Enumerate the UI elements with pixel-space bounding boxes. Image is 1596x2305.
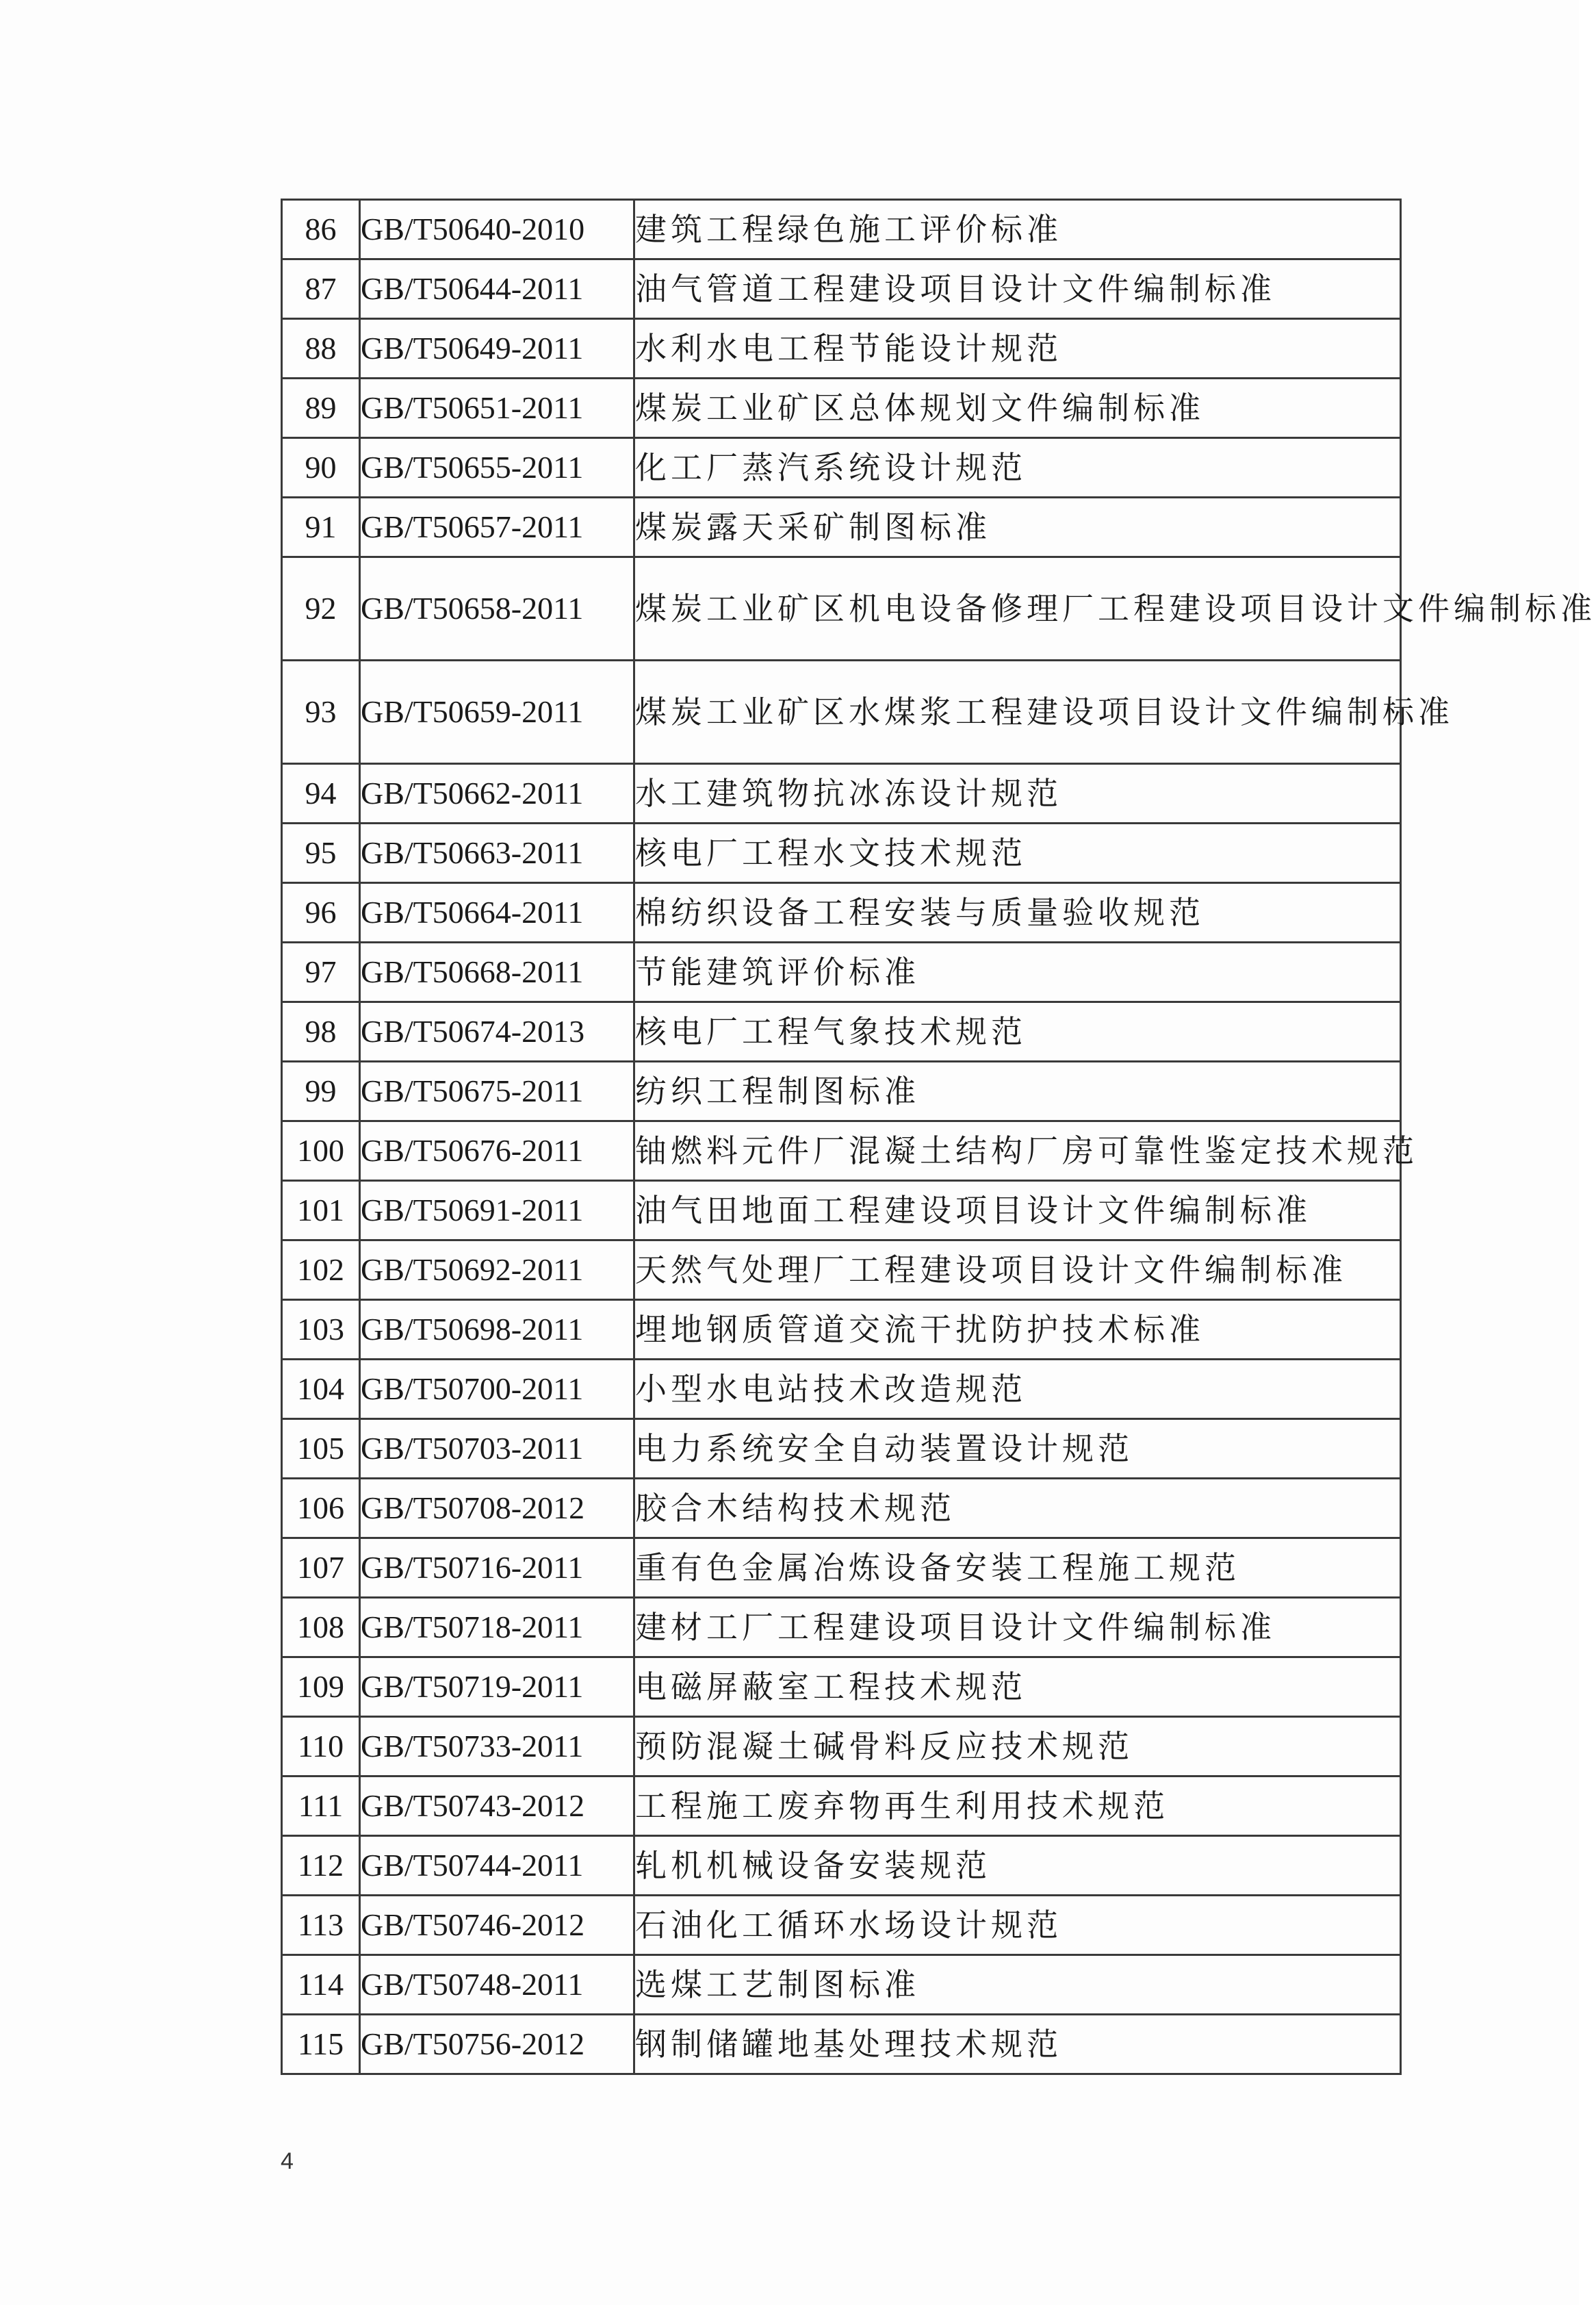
row-number-cell: 105 — [282, 1419, 360, 1479]
table-row — [282, 1479, 1401, 1538]
row-number-cell: 100 — [282, 1121, 360, 1181]
standard-name-cell: 油气田地面工程建设项目设计文件编制标准 — [634, 1181, 1401, 1240]
row-number-cell: 113 — [282, 1896, 360, 1955]
table-row — [282, 1002, 1401, 1062]
table-row — [282, 883, 1401, 943]
table-row — [282, 1240, 1401, 1300]
standard-code-cell: GB/T50658-2011 — [360, 557, 634, 661]
row-number-cell: 112 — [282, 1836, 360, 1896]
row-number-cell: 110 — [282, 1717, 360, 1776]
standard-name-cell: 胶合木结构技术规范 — [634, 1479, 1401, 1538]
table-row — [282, 1598, 1401, 1657]
standard-code-cell: GB/T50640-2010 — [360, 200, 634, 259]
table-row — [282, 1538, 1401, 1598]
table-row — [282, 943, 1401, 1002]
row-number-cell: 103 — [282, 1300, 360, 1360]
standard-code-cell: GB/T50716-2011 — [360, 1538, 634, 1598]
table-row — [282, 259, 1401, 319]
standard-name-cell: 核电厂工程气象技术规范 — [634, 1002, 1401, 1062]
row-number-cell: 87 — [282, 259, 360, 319]
standard-code-cell: GB/T50676-2011 — [360, 1121, 634, 1181]
table-row — [282, 1181, 1401, 1240]
standard-name-cell: 铀燃料元件厂混凝土结构厂房可靠性鉴定技术规范 — [634, 1121, 1401, 1181]
standard-name-cell: 核电厂工程水文技术规范 — [634, 824, 1401, 883]
row-number-cell: 88 — [282, 319, 360, 379]
standard-name-cell: 重有色金属冶炼设备安装工程施工规范 — [634, 1538, 1401, 1598]
table-row — [282, 498, 1401, 557]
standard-code-cell: GB/T50703-2011 — [360, 1419, 634, 1479]
table-row — [282, 1121, 1401, 1181]
table-row — [282, 1419, 1401, 1479]
row-number-cell: 111 — [282, 1776, 360, 1836]
standard-code-cell: GB/T50692-2011 — [360, 1240, 634, 1300]
standard-code-cell: GB/T50748-2011 — [360, 1955, 634, 2015]
standard-code-cell: GB/T50698-2011 — [360, 1300, 634, 1360]
row-number-cell: 95 — [282, 824, 360, 883]
table-row — [282, 824, 1401, 883]
row-number-cell: 108 — [282, 1598, 360, 1657]
standard-code-cell: GB/T50719-2011 — [360, 1657, 634, 1717]
standard-name-cell: 建筑工程绿色施工评价标准 — [634, 200, 1401, 259]
row-number-cell: 102 — [282, 1240, 360, 1300]
standard-name-cell: 棉纺织设备工程安装与质量验收规范 — [634, 883, 1401, 943]
row-number-cell: 86 — [282, 200, 360, 259]
standard-code-cell: GB/T50668-2011 — [360, 943, 634, 1002]
standard-code-cell: GB/T50746-2012 — [360, 1896, 634, 1955]
standard-name-cell: 电力系统安全自动装置设计规范 — [634, 1419, 1401, 1479]
standard-name-cell: 钢制储罐地基处理技术规范 — [634, 2015, 1401, 2074]
standard-name-cell: 纺织工程制图标准 — [634, 1062, 1401, 1121]
row-number-cell: 101 — [282, 1181, 360, 1240]
standard-name-cell: 化工厂蒸汽系统设计规范 — [634, 438, 1401, 498]
standard-code-cell: GB/T50662-2011 — [360, 764, 634, 824]
table-row — [282, 1896, 1401, 1955]
standard-name-cell: 选煤工艺制图标准 — [634, 1955, 1401, 2015]
standard-code-cell: GB/T50655-2011 — [360, 438, 634, 498]
standard-name-cell: 节能建筑评价标准 — [634, 943, 1401, 1002]
standard-name-cell: 工程施工废弃物再生利用技术规范 — [634, 1776, 1401, 1836]
row-number-cell: 96 — [282, 883, 360, 943]
standard-name-cell: 建材工厂工程建设项目设计文件编制标准 — [634, 1598, 1401, 1657]
standard-name-cell: 预防混凝土碱骨料反应技术规范 — [634, 1717, 1401, 1776]
standards-table — [281, 199, 1596, 2075]
standard-code-cell: GB/T50675-2011 — [360, 1062, 634, 1121]
table-row — [282, 661, 1401, 764]
standard-code-cell: GB/T50644-2011 — [360, 259, 634, 319]
row-number-cell: 89 — [282, 379, 360, 438]
standard-code-cell: GB/T50664-2011 — [360, 883, 634, 943]
standard-code-cell: GB/T50691-2011 — [360, 1181, 634, 1240]
row-number-cell: 109 — [282, 1657, 360, 1717]
standard-code-cell: GB/T50649-2011 — [360, 319, 634, 379]
standard-name-cell: 轧机机械设备安装规范 — [634, 1836, 1401, 1896]
table-row — [282, 1657, 1401, 1717]
table-row — [282, 438, 1401, 498]
row-number-cell: 99 — [282, 1062, 360, 1121]
standard-code-cell: GB/T50674-2013 — [360, 1002, 634, 1062]
row-number-cell: 98 — [282, 1002, 360, 1062]
table-row — [282, 1717, 1401, 1776]
standard-name-cell: 煤炭工业矿区总体规划文件编制标准 — [634, 379, 1401, 438]
standard-name-cell: 埋地钢质管道交流干扰防护技术标准 — [634, 1300, 1401, 1360]
standard-name-cell: 水利水电工程节能设计规范 — [634, 319, 1401, 379]
row-number-cell: 115 — [282, 2015, 360, 2074]
standard-code-cell: GB/T50744-2011 — [360, 1836, 634, 1896]
row-number-cell: 92 — [282, 557, 360, 661]
row-number-cell: 106 — [282, 1479, 360, 1538]
standard-code-cell: GB/T50718-2011 — [360, 1598, 634, 1657]
table-row — [282, 1776, 1401, 1836]
standard-name-cell: 小型水电站技术改造规范 — [634, 1360, 1401, 1419]
standard-name-cell: 水工建筑物抗冰冻设计规范 — [634, 764, 1401, 824]
standard-name-cell: 天然气处理厂工程建设项目设计文件编制标准 — [634, 1240, 1401, 1300]
standard-name-cell: 油气管道工程建设项目设计文件编制标准 — [634, 259, 1401, 319]
row-number-cell: 97 — [282, 943, 360, 1002]
standard-code-cell: GB/T50659-2011 — [360, 661, 634, 764]
row-number-cell: 104 — [282, 1360, 360, 1419]
standard-code-cell: GB/T50743-2012 — [360, 1776, 634, 1836]
table-row — [282, 2015, 1401, 2074]
table-row — [282, 1062, 1401, 1121]
table-row — [282, 1955, 1401, 2015]
standard-code-cell: GB/T50733-2011 — [360, 1717, 634, 1776]
table-row — [282, 764, 1401, 824]
standard-name-cell: 煤炭工业矿区水煤浆工程建设项目设计文件编制标准 — [634, 661, 1401, 764]
row-number-cell: 93 — [282, 661, 360, 764]
standard-name-cell: 石油化工循环水场设计规范 — [634, 1896, 1401, 1955]
row-number-cell: 114 — [282, 1955, 360, 2015]
standard-code-cell: GB/T50657-2011 — [360, 498, 634, 557]
standard-code-cell: GB/T50708-2012 — [360, 1479, 634, 1538]
standard-code-cell: GB/T50756-2012 — [360, 2015, 634, 2074]
standards-table-body — [282, 200, 1596, 2074]
table-row — [282, 557, 1401, 661]
standard-code-cell: GB/T50651-2011 — [360, 379, 634, 438]
row-number-cell: 94 — [282, 764, 360, 824]
table-row — [282, 200, 1401, 259]
row-number-cell: 90 — [282, 438, 360, 498]
table-row — [282, 1836, 1401, 1896]
table-row — [282, 1360, 1401, 1419]
row-number-cell: 107 — [282, 1538, 360, 1598]
row-number-cell: 91 — [282, 498, 360, 557]
table-row — [282, 319, 1401, 379]
table-row — [282, 1300, 1401, 1360]
page-number: 4 — [281, 2148, 294, 2174]
standard-name-cell: 煤炭工业矿区机电设备修理厂工程建设项目设计文件编制标准 — [634, 557, 1401, 661]
standard-name-cell: 电磁屏蔽室工程技术规范 — [634, 1657, 1401, 1717]
table-row — [282, 379, 1401, 438]
standard-code-cell: GB/T50663-2011 — [360, 824, 634, 883]
standard-name-cell: 煤炭露天采矿制图标准 — [634, 498, 1401, 557]
standard-code-cell: GB/T50700-2011 — [360, 1360, 634, 1419]
